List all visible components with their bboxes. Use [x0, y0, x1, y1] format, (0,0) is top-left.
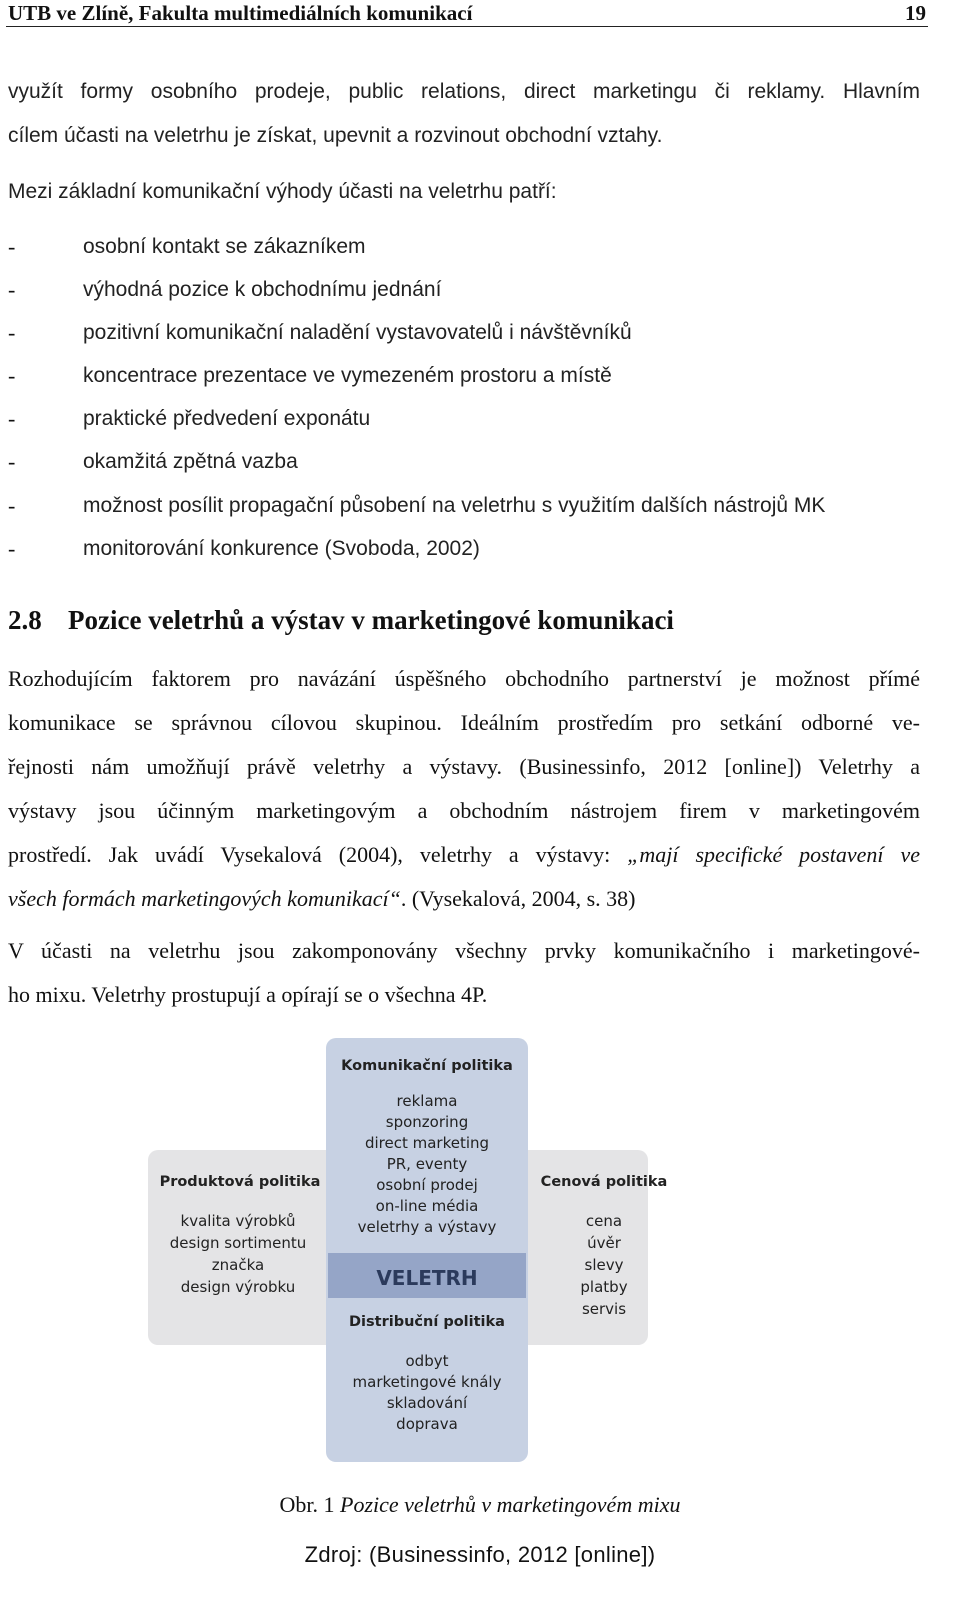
page-number: 19 [905, 1, 926, 25]
quote: všech formách marketingových komunikací“ [8, 886, 401, 911]
list-dash: - [8, 363, 16, 388]
distribution-item: odbyt [405, 1352, 449, 1370]
communication-item: PR, eventy [386, 1155, 468, 1173]
caption-title: Pozice veletrhů v marketingovém mixu [340, 1492, 681, 1517]
communication-item: veletrhy a výstavy [357, 1218, 497, 1236]
product-item: kvalita výrobků [180, 1212, 296, 1230]
price-item: servis [581, 1300, 627, 1318]
paragraph-line: ho mixu. Veletrhy prostupují a opírají se o všechna 4P. [8, 982, 488, 1007]
section-title: Pozice veletrhů a výstav v marketingové komunikaci [68, 605, 674, 635]
price-title: Cenová politika [540, 1174, 668, 1190]
section-heading [8, 600, 674, 640]
center-label: VELETRH [376, 1266, 478, 1290]
list-dash: - [8, 320, 16, 345]
running-header-title: UTB ve Zlíně, Fakulta multimediálních komunikací [8, 1, 473, 25]
price-item: úvěr [587, 1234, 621, 1252]
figure-source: Zdroj: (Businessinfo, 2012 [online]) [304, 1542, 656, 1567]
communication-item: sponzoring [385, 1113, 469, 1131]
product-item: značka [211, 1256, 265, 1274]
paragraph-line: využít formy osobního prodeje, public relations, direct marketingu či reklamy. Hlavním [8, 80, 920, 103]
paragraph-intro [8, 70, 920, 158]
list-intro: Mezi základní komunikační výhody účasti na veletrhu patří: [8, 180, 557, 203]
paragraph-line: výstavy jsou účinným marketingovým a obchodním nástrojem firem v marketingovém [8, 798, 920, 823]
paragraph-line: všech formách marketingových komunikací“. (Vysekalová, 2004, s. 38) [8, 886, 636, 911]
paragraph-line: prostředí. Jak uvádí Vysekalová (2004), veletrhy a výstavy: „mají specifické postavení ve [8, 842, 920, 867]
list-dash: - [8, 449, 16, 474]
distribution-item: doprava [396, 1415, 458, 1433]
product-item: design výrobku [180, 1278, 296, 1296]
distribution-title: Distribuční politika [349, 1314, 505, 1330]
price-item: platby [580, 1278, 628, 1296]
distribution-item: marketingové knály [352, 1373, 502, 1391]
communication-item: on-line média [375, 1197, 479, 1215]
header-divider [6, 26, 928, 27]
quote: „mají specifické postavení ve [627, 842, 920, 867]
figure-caption [0, 1490, 960, 1520]
section-number: 2.8 [8, 605, 42, 635]
product-item: design sortimentu [169, 1234, 307, 1252]
paragraph-body [8, 657, 920, 921]
communication-item: direct marketing [364, 1134, 490, 1152]
list-dash: - [8, 493, 16, 518]
distribution-item: skladování [386, 1394, 468, 1412]
list-dash: - [8, 277, 16, 302]
product-title: Produktová politika [159, 1174, 321, 1190]
price-item: cena [585, 1212, 623, 1230]
paragraph-line: Rozhodujícím faktorem pro navázání úspěšného obchodního partnerství je možnost přímé [8, 666, 920, 691]
marketing-mix-figure [0, 1030, 960, 1462]
caption-prefix: Obr. 1 [279, 1492, 340, 1517]
paragraph-line: řejnosti nám umožňují právě veletrhy a výstavy. (Businessinfo, 2012 [online]) Veletrhy a [8, 754, 920, 779]
list-dash: - [8, 234, 16, 259]
price-item: slevy [584, 1256, 624, 1274]
paragraph-body [8, 929, 920, 1017]
list-dash: - [8, 536, 16, 561]
communication-title: Komunikační politika [341, 1058, 513, 1074]
communication-item: reklama [396, 1092, 458, 1110]
paragraph-line: V účasti na veletrhu jsou zakomponovány všechny prvky komunikačního i marketingové- [8, 938, 920, 963]
paragraph-line: komunikace se správnou cílovou skupinou. Ideálním prostředím pro setkání odborné ve- [8, 710, 920, 735]
list-dash: - [8, 406, 16, 431]
paragraph-line: cílem účasti na veletrhu je získat, upevnit a rozvinout obchodní vztahy. [8, 124, 663, 147]
communication-item: osobní prodej [376, 1176, 478, 1194]
